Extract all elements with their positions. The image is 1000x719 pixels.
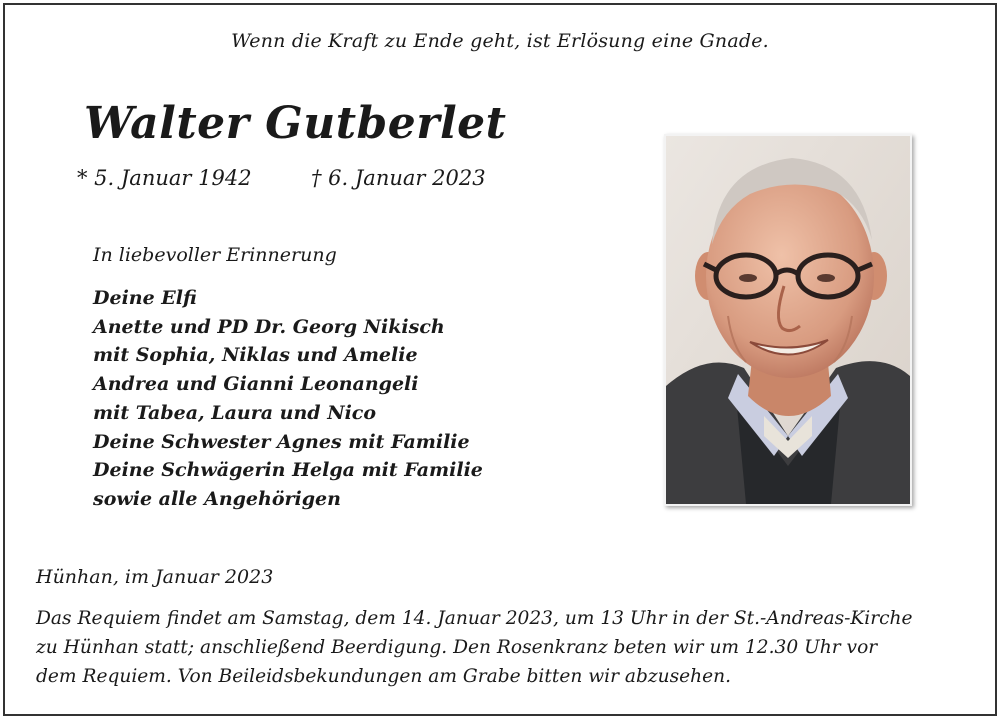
requiem-line: Das Requiem findet am Samstag, dem 14. Januar 2023, um 13 Uhr in der St.-Andreas-Kirche xyxy=(36,608,913,629)
mourner-item: sowie alle Angehörigen xyxy=(93,487,341,510)
deceased-name: Walter Gutberlet xyxy=(84,98,507,149)
mourner-item: Deine Schwägerin Helga mit Familie xyxy=(93,459,483,482)
mourner-item: Andrea und Gianni Leonangeli xyxy=(93,373,419,396)
mourner-item: Deine Schwester Agnes mit Familie xyxy=(93,430,470,453)
mourners-list xyxy=(93,284,483,514)
mourner-item: Anette und PD Dr. Georg Nikisch xyxy=(93,315,445,338)
portrait-photo xyxy=(664,134,912,506)
mourner-item: Deine Elfi xyxy=(93,287,197,309)
mourner-item: mit Tabea, Laura und Nico xyxy=(93,401,377,424)
birth-date: * 5. Januar 1942 xyxy=(77,166,252,190)
death-date: † 6. Januar 2023 xyxy=(311,166,486,190)
requiem-line: zu Hünhan statt; anschließend Beerdigung. Den Rosenkranz beten wir um 12.30 Uhr vor xyxy=(36,637,878,658)
memory-line: In liebevoller Erinnerung xyxy=(93,244,337,266)
mourner-item: mit Sophia, Niklas und Amelie xyxy=(93,344,418,367)
portrait-illustration xyxy=(666,136,910,504)
motto: Wenn die Kraft zu Ende geht, ist Erlösung eine Gnade. xyxy=(231,30,769,52)
requiem-notice xyxy=(36,604,976,691)
place-date: Hünhan, im Januar 2023 xyxy=(36,566,274,588)
requiem-line: dem Requiem. Von Beileidsbekundungen am Grabe bitten wir abzusehen. xyxy=(36,666,732,687)
